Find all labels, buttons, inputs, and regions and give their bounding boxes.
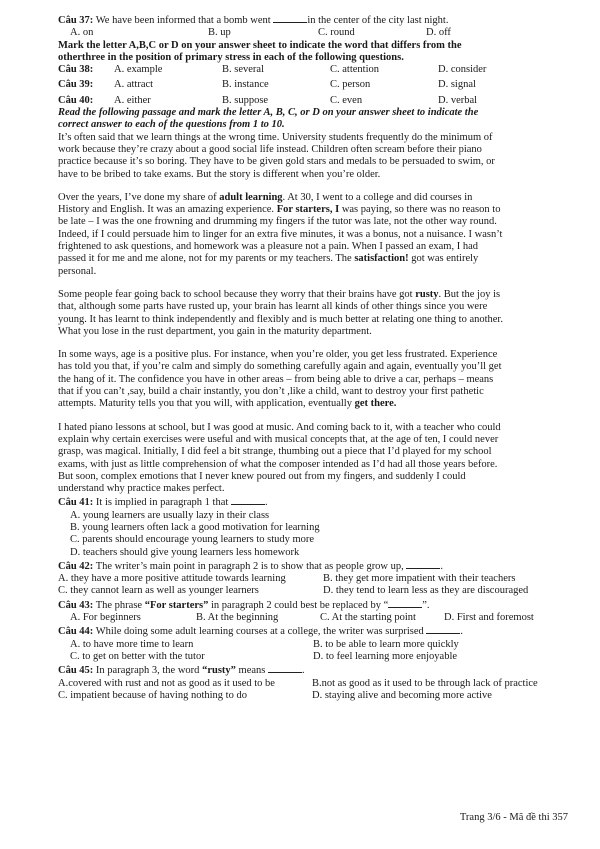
option-c: C. person bbox=[330, 79, 371, 91]
option-b: B. At the beginning bbox=[196, 612, 279, 624]
option-b: B. to be able to learn more quickly bbox=[313, 638, 459, 650]
text-run: attempts. Maturity tells you that you will, with application, eventually bbox=[58, 398, 355, 410]
option-a: A. to have more time to learn bbox=[70, 638, 194, 650]
text-run: Over the years, I’ve done my share of bbox=[58, 191, 220, 203]
question-stem: We have been informed that a bomb went bbox=[95, 15, 271, 26]
passage-paragraph-1 bbox=[58, 132, 574, 181]
question-45: Câu 45: In paragraph 3, the word “rusty” means . bbox=[58, 665, 305, 677]
passage-line: I hated piano lessons at school, but I was good at music. And coming back to it, with a teacher who could bbox=[58, 421, 501, 433]
option-b: B. instance bbox=[222, 79, 269, 91]
text-run: History and English. It was an amazing experience. bbox=[58, 204, 277, 216]
text-run: Some people fear going back to school because they worry that their brains have got bbox=[58, 288, 416, 300]
option-d: D. consider bbox=[438, 64, 487, 76]
reading-instruction-line-2: correct answer to each of the questions from 1 to 10. bbox=[58, 119, 285, 131]
question-37 bbox=[58, 13, 574, 27]
question-stem: It is implied in paragraph 1 that bbox=[95, 497, 229, 509]
option-d: D. staying alive and becoming more active bbox=[312, 689, 492, 701]
question-number: Câu 42: bbox=[58, 560, 94, 572]
option-a: A. attract bbox=[114, 79, 154, 91]
keyword-rusty: “rusty” bbox=[202, 665, 236, 677]
passage-paragraph-4 bbox=[58, 349, 574, 410]
answer-blank bbox=[426, 624, 460, 634]
page-footer: Trang 3/6 - Mã đề thi 357 bbox=[459, 812, 568, 823]
option-a: A.covered with rust and not as good as it used to be bbox=[58, 677, 275, 689]
option-b: B. up bbox=[208, 27, 231, 39]
option-c: C. At the starting point bbox=[320, 612, 416, 624]
option-d: D. teachers should give young learners less homework bbox=[70, 546, 300, 558]
question-stem: The writer’s main point in paragraph 2 is to show that as people grow up, bbox=[95, 560, 404, 572]
question-stem: While doing some adult learning courses at a college, the writer was surprised bbox=[95, 626, 424, 638]
passage-paragraph-5 bbox=[58, 422, 574, 496]
passage-line: have to be bribed to take exams. But the story is different when you’re older. bbox=[58, 168, 381, 180]
passage-paragraph-3 bbox=[58, 289, 574, 338]
question-44: Câu 44: While doing some adult learning courses at a college, the writer was surprised . bbox=[58, 626, 464, 638]
option-c: C. even bbox=[330, 94, 363, 106]
question-44-options-row-2 bbox=[58, 651, 574, 663]
keyword-adult-learning: adult learning bbox=[219, 191, 283, 203]
passage-line: personal. bbox=[58, 265, 97, 277]
passage-line bbox=[58, 289, 574, 301]
option-c: C. attention bbox=[330, 64, 379, 76]
passage-line: work because they’re crazy about a good social life instead. Children often scream before their piano bbox=[58, 143, 482, 155]
passage-line: In some ways, age is a positive plus. For instance, when you’re older, you get less frustrated. Experience bbox=[58, 349, 498, 361]
keyword-get-there: get there. bbox=[354, 398, 397, 410]
option-a: A. either bbox=[114, 94, 151, 106]
keyword-for-starters: “For starters” bbox=[144, 599, 209, 611]
option-b: B. young learners often lack a good motivation for learning bbox=[70, 521, 320, 533]
passage-paragraph-2 bbox=[58, 192, 574, 278]
option-a: A. young learners are usually lazy in their class bbox=[70, 509, 270, 521]
passage-line: be late – I was the one frowning and drumming my fingers if the tutor was late, not the other way round. bbox=[58, 216, 497, 228]
option-b: B. they get more impatient with their teachers bbox=[323, 573, 516, 585]
option-c: C. round bbox=[318, 27, 355, 39]
option-d: D. off bbox=[426, 27, 451, 39]
passage-line: exams, with just as little comprehension of what the composer intended as I’d had all those years before. bbox=[58, 458, 498, 470]
question-45-options-row-1 bbox=[58, 678, 574, 690]
question-40 bbox=[58, 95, 574, 107]
question-43-options bbox=[58, 612, 574, 624]
text-run: passed it for me and me alone, not for my parents or my teachers. The bbox=[58, 253, 355, 265]
text-run: got was entirely bbox=[408, 253, 479, 265]
question-42-options-row-2 bbox=[58, 585, 574, 597]
question-44-options-row-1 bbox=[58, 639, 574, 651]
answer-blank bbox=[388, 598, 422, 608]
option-a: A. they have a more positive attitude towards learning bbox=[58, 573, 286, 585]
question-number: Câu 40: bbox=[58, 94, 94, 106]
option-c: C. they cannot learn as well as younger learners bbox=[58, 585, 259, 597]
question-number: Câu 39: bbox=[58, 79, 94, 91]
question-42-options-row-1 bbox=[58, 573, 574, 585]
question-number: Câu 45: bbox=[58, 665, 94, 677]
option-c: C. impatient because of having nothing to do bbox=[58, 689, 247, 701]
option-b: B. several bbox=[222, 64, 264, 76]
passage-line: It’s often said that we learn things at the wrong time. University students frequently do the minimum of bbox=[58, 131, 493, 143]
question-stem: means bbox=[235, 665, 266, 677]
option-b: B. suppose bbox=[222, 94, 269, 106]
option-c: C. parents should encourage young learners to study more bbox=[70, 534, 315, 546]
question-stem: The phrase bbox=[95, 599, 145, 611]
keyword-satisfaction: satisfaction! bbox=[354, 253, 409, 265]
option-b: B.not as good as it used to be through lack of practice bbox=[312, 677, 538, 689]
passage-line: has told you that, if you’re calm and simply do something carefully again and again, eventually you’ll get bbox=[58, 361, 502, 373]
option-a: A. example bbox=[114, 64, 163, 76]
passage-line: Indeed, if I could persuade him to linger for an extra five minutes, it was a bonus, not a nuisance. I wasn’t bbox=[58, 228, 503, 240]
option-d: D. signal bbox=[438, 79, 476, 91]
text-run: . But the joy is bbox=[438, 288, 501, 300]
question-stem-end: in the center of the city last night. bbox=[307, 15, 449, 26]
question-45-options-row-2 bbox=[58, 690, 574, 702]
question-stem: in paragraph 2 could best be replaced by “ bbox=[208, 599, 389, 611]
passage-line: But soon, complex emotions that I never knew poured out from my fingers, and suddenly I could bbox=[58, 470, 466, 482]
question-number: Câu 37: bbox=[58, 15, 94, 26]
passage-line: grasp, was magical. Initially, I did feel a bit strange, thumbing out a piece that I’d played for my school bbox=[58, 446, 492, 458]
text-run: was paying, so there was no reason to bbox=[339, 204, 501, 216]
question-39 bbox=[58, 79, 574, 91]
passage-line: frightened to ask questions, and homework was a pleasure not a pain. When I passed an exam, I had bbox=[58, 241, 478, 253]
question-stem: In paragraph 3, the word bbox=[95, 665, 203, 677]
question-number: Câu 44: bbox=[58, 626, 94, 638]
option-d: D. to feel learning more enjoyable bbox=[313, 650, 458, 662]
passage-line bbox=[58, 204, 574, 216]
passage-line: young. It has learnt to think independently and flexibly and is much better at relating one thing to another. bbox=[58, 313, 503, 325]
question-number: Câu 43: bbox=[58, 599, 94, 611]
passage-line: that, although some parts have rusted up, your brain has learnt all kinds of other things since you were bbox=[58, 301, 488, 313]
question-stem-end: ”. bbox=[422, 599, 430, 611]
passage-line: What you lose in the rust department, you gain in the maturity department. bbox=[58, 325, 372, 337]
answer-blank bbox=[273, 13, 307, 23]
passage-line: that if you can’t ,say, build a chair instantly, you don’t ,like a child, want to destroy your first pathetic bbox=[58, 386, 484, 398]
answer-blank bbox=[268, 663, 302, 673]
keyword-for-starters: For starters, I bbox=[276, 204, 340, 216]
question-43 bbox=[58, 598, 574, 612]
passage-line bbox=[58, 398, 574, 410]
option-a: A. on bbox=[70, 27, 94, 39]
option-d: D. verbal bbox=[438, 94, 478, 106]
option-a: A. For beginners bbox=[70, 612, 141, 624]
passage-line: understand why practice makes perfect. bbox=[58, 483, 225, 495]
answer-blank bbox=[406, 559, 440, 569]
stress-instruction-line-1: Mark the letter A,B,C or D on your answer sheet to indicate the word that differs from the bbox=[58, 39, 462, 51]
option-d: D. First and foremost bbox=[444, 612, 534, 624]
option-d: D. they tend to learn less as they are discouraged bbox=[323, 585, 529, 597]
stress-instruction-line-2: otherthree in the position of primary stress in each of the following questions. bbox=[58, 51, 404, 63]
question-42: Câu 42: The writer’s main point in paragraph 2 is to show that as people grow up, . bbox=[58, 560, 444, 572]
keyword-rusty: rusty bbox=[415, 288, 439, 300]
passage-line: explain why certain exercises were useful and with musical concepts that, at the age of ten, I could never bbox=[58, 433, 499, 445]
question-41: Câu 41: It is implied in paragraph 1 that . bbox=[58, 497, 268, 509]
passage-line bbox=[58, 192, 574, 204]
passage-line bbox=[58, 253, 574, 265]
reading-instruction-line-1: Read the following passage and mark the letter A, B, C, or D on your answer sheet to indicate the bbox=[58, 107, 479, 119]
passage-line: the hang of it. The confidence you have in other areas – from being able to drive a car, perhaps – means bbox=[58, 373, 494, 385]
question-number: Câu 38: bbox=[58, 64, 94, 76]
option-c: C. to get on better with the tutor bbox=[70, 650, 205, 662]
text-run: . At 30, I went to a college and did courses in bbox=[282, 191, 473, 203]
answer-blank bbox=[231, 495, 265, 505]
question-number: Câu 41: bbox=[58, 497, 94, 509]
question-37-options bbox=[58, 27, 574, 39]
passage-line: practice because it’s so boring. They have to be given gold stars and medals to be persuaded to swim, or bbox=[58, 156, 495, 168]
question-38 bbox=[58, 64, 574, 76]
